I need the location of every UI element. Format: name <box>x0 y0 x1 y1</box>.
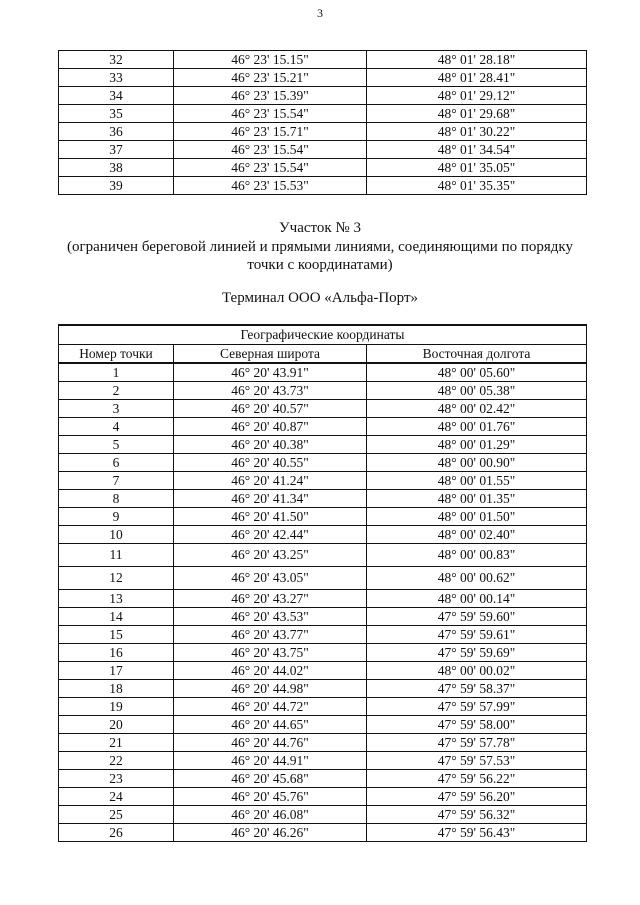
latitude-cell: 46° 20' 44.65" <box>174 716 367 734</box>
table-row <box>59 159 587 177</box>
point-number-cell: 24 <box>59 788 174 806</box>
longitude-cell: 47° 59' 59.69" <box>367 644 587 662</box>
point-number-cell: 35 <box>59 105 174 123</box>
longitude-cell: 48° 00' 00.90" <box>367 454 587 472</box>
point-number-cell: 13 <box>59 590 174 608</box>
latitude-cell: 46° 20' 40.57" <box>174 400 367 418</box>
latitude-cell: 46° 23' 15.54" <box>174 141 367 159</box>
point-number-cell: 10 <box>59 526 174 544</box>
table-row <box>59 608 587 626</box>
latitude-cell: 46° 20' 46.26" <box>174 824 367 842</box>
point-number-cell: 19 <box>59 698 174 716</box>
table-row <box>59 680 587 698</box>
section-description-line-2: точки с координатами) <box>247 257 393 273</box>
longitude-cell: 48° 01' 29.68" <box>367 105 587 123</box>
latitude-cell: 46° 20' 42.44" <box>174 526 367 544</box>
latitude-cell: 46° 20' 43.05" <box>174 567 367 590</box>
latitude-cell: 46° 20' 40.87" <box>174 418 367 436</box>
point-number-cell: 38 <box>59 159 174 177</box>
table-row <box>59 490 587 508</box>
table-row <box>59 177 587 195</box>
header-north-latitude: Северная широта <box>174 345 367 364</box>
longitude-cell: 48° 00' 05.60" <box>367 363 587 382</box>
longitude-cell: 48° 00' 01.35" <box>367 490 587 508</box>
table-row <box>59 770 587 788</box>
longitude-cell: 48° 00' 05.38" <box>367 382 587 400</box>
table-row <box>59 590 587 608</box>
point-number-cell: 12 <box>59 567 174 590</box>
point-number-cell: 26 <box>59 824 174 842</box>
longitude-cell: 47° 59' 57.99" <box>367 698 587 716</box>
point-number-cell: 17 <box>59 662 174 680</box>
point-number-cell: 3 <box>59 400 174 418</box>
table-row <box>59 662 587 680</box>
point-number-cell: 7 <box>59 472 174 490</box>
latitude-cell: 46° 20' 41.34" <box>174 490 367 508</box>
longitude-cell: 48° 00' 00.62" <box>367 567 587 590</box>
table-row <box>59 400 587 418</box>
longitude-cell: 47° 59' 59.60" <box>367 608 587 626</box>
section-title: Участок № 3 <box>279 220 361 236</box>
point-number-cell: 5 <box>59 436 174 454</box>
longitude-cell: 48° 01' 35.05" <box>367 159 587 177</box>
point-number-cell: 9 <box>59 508 174 526</box>
point-number-cell: 21 <box>59 734 174 752</box>
table-row <box>59 698 587 716</box>
latitude-cell: 46° 20' 43.53" <box>174 608 367 626</box>
latitude-cell: 46° 23' 15.54" <box>174 159 367 177</box>
latitude-cell: 46° 20' 45.76" <box>174 788 367 806</box>
longitude-cell: 48° 00' 01.76" <box>367 418 587 436</box>
longitude-cell: 48° 00' 01.50" <box>367 508 587 526</box>
point-number-cell: 11 <box>59 544 174 567</box>
latitude-cell: 46° 20' 44.91" <box>174 752 367 770</box>
latitude-cell: 46° 20' 41.50" <box>174 508 367 526</box>
latitude-cell: 46° 20' 41.24" <box>174 472 367 490</box>
point-number-cell: 18 <box>59 680 174 698</box>
latitude-cell: 46° 20' 46.08" <box>174 806 367 824</box>
table-row <box>59 418 587 436</box>
table-row <box>59 567 587 590</box>
latitude-cell: 46° 23' 15.71" <box>174 123 367 141</box>
terminal-title: Терминал ООО «Альфа-Порт» <box>221 290 419 306</box>
latitude-cell: 46° 20' 44.76" <box>174 734 367 752</box>
table-row <box>59 752 587 770</box>
table-row <box>59 644 587 662</box>
point-number-cell: 8 <box>59 490 174 508</box>
table-row <box>59 626 587 644</box>
longitude-cell: 47° 59' 56.20" <box>367 788 587 806</box>
table-row <box>59 454 587 472</box>
longitude-cell: 48° 00' 00.83" <box>367 544 587 567</box>
point-number-cell: 22 <box>59 752 174 770</box>
longitude-cell: 47° 59' 58.37" <box>367 680 587 698</box>
table-row <box>59 526 587 544</box>
longitude-cell: 47° 59' 56.32" <box>367 806 587 824</box>
table-row <box>59 472 587 490</box>
point-number-cell: 6 <box>59 454 174 472</box>
longitude-cell: 48° 00' 01.55" <box>367 472 587 490</box>
longitude-cell: 47° 59' 59.61" <box>367 626 587 644</box>
table-row <box>59 141 587 159</box>
latitude-cell: 46° 23' 15.54" <box>174 105 367 123</box>
latitude-cell: 46° 20' 43.25" <box>174 544 367 567</box>
longitude-cell: 48° 01' 29.12" <box>367 87 587 105</box>
table-row <box>59 824 587 842</box>
point-number-cell: 20 <box>59 716 174 734</box>
longitude-cell: 48° 01' 28.41" <box>367 69 587 87</box>
longitude-cell: 48° 00' 00.02" <box>367 662 587 680</box>
point-number-cell: 36 <box>59 123 174 141</box>
longitude-cell: 48° 00' 02.42" <box>367 400 587 418</box>
latitude-cell: 46° 23' 15.53" <box>174 177 367 195</box>
table-row <box>59 123 587 141</box>
latitude-cell: 46° 23' 15.15" <box>174 51 367 69</box>
point-number-cell: 33 <box>59 69 174 87</box>
longitude-cell: 48° 01' 34.54" <box>367 141 587 159</box>
latitude-cell: 46° 20' 43.75" <box>174 644 367 662</box>
table-row <box>59 436 587 454</box>
longitude-cell: 47° 59' 57.53" <box>367 752 587 770</box>
header-point-number: Номер точки <box>59 345 174 364</box>
longitude-cell: 47° 59' 56.43" <box>367 824 587 842</box>
table-row <box>59 734 587 752</box>
table-row <box>59 105 587 123</box>
latitude-cell: 46° 20' 45.68" <box>174 770 367 788</box>
point-number-cell: 39 <box>59 177 174 195</box>
table-row <box>59 806 587 824</box>
point-number-cell: 34 <box>59 87 174 105</box>
table-row <box>59 544 587 567</box>
point-number-cell: 14 <box>59 608 174 626</box>
latitude-cell: 46° 20' 43.77" <box>174 626 367 644</box>
top-coordinates-table <box>58 50 587 195</box>
table-row <box>59 363 587 382</box>
latitude-cell: 46° 20' 44.02" <box>174 662 367 680</box>
table-row <box>59 716 587 734</box>
longitude-cell: 47° 59' 56.22" <box>367 770 587 788</box>
page-number: 3 <box>317 6 323 20</box>
latitude-cell: 46° 23' 15.21" <box>174 69 367 87</box>
top-table-body <box>59 51 587 195</box>
latitude-cell: 46° 20' 40.38" <box>174 436 367 454</box>
group-header: Географические координаты <box>59 325 587 345</box>
point-number-cell: 2 <box>59 382 174 400</box>
longitude-cell: 47° 59' 57.78" <box>367 734 587 752</box>
point-number-cell: 1 <box>59 363 174 382</box>
point-number-cell: 4 <box>59 418 174 436</box>
longitude-cell: 48° 00' 01.29" <box>367 436 587 454</box>
point-number-cell: 32 <box>59 51 174 69</box>
main-coordinates-table <box>58 324 587 842</box>
longitude-cell: 48° 01' 28.18" <box>367 51 587 69</box>
point-number-cell: 37 <box>59 141 174 159</box>
latitude-cell: 46° 20' 43.91" <box>174 363 367 382</box>
latitude-cell: 46° 23' 15.39" <box>174 87 367 105</box>
latitude-cell: 46° 20' 40.55" <box>174 454 367 472</box>
point-number-cell: 16 <box>59 644 174 662</box>
table-row <box>59 87 587 105</box>
latitude-cell: 46° 20' 44.98" <box>174 680 367 698</box>
point-number-cell: 15 <box>59 626 174 644</box>
longitude-cell: 48° 00' 02.40" <box>367 526 587 544</box>
table-row <box>59 788 587 806</box>
section-description-line-1: (ограничен береговой линией и прямыми линиями, соединяющими по порядку <box>66 239 573 255</box>
table-row <box>59 382 587 400</box>
longitude-cell: 48° 01' 30.22" <box>367 123 587 141</box>
longitude-cell: 48° 00' 00.14" <box>367 590 587 608</box>
longitude-cell: 47° 59' 58.00" <box>367 716 587 734</box>
longitude-cell: 48° 01' 35.35" <box>367 177 587 195</box>
header-east-longitude: Восточная долгота <box>367 345 587 364</box>
point-number-cell: 23 <box>59 770 174 788</box>
table-row <box>59 51 587 69</box>
latitude-cell: 46° 20' 44.72" <box>174 698 367 716</box>
main-table-body <box>59 363 587 842</box>
table-row <box>59 69 587 87</box>
table-row <box>59 508 587 526</box>
point-number-cell: 25 <box>59 806 174 824</box>
latitude-cell: 46° 20' 43.27" <box>174 590 367 608</box>
latitude-cell: 46° 20' 43.73" <box>174 382 367 400</box>
